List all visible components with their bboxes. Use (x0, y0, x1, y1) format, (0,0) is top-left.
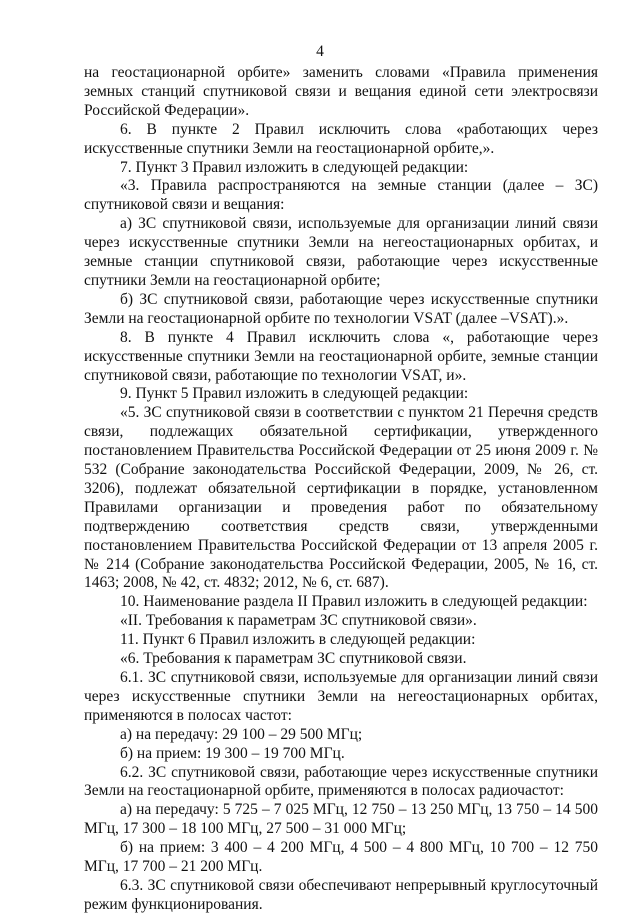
paragraph: а) на передачу: 5 725 – 7 025 МГц, 12 750 – 13 250 МГц, 13 750 – 14 500 МГц, 17 300 – 18 100 МГц, 27 500 – 31 000 МГц; (84, 801, 598, 838)
paragraph: 7. Пункт 3 Правил изложить в следующей редакции: (120, 158, 469, 176)
paragraph: 8. В пункте 4 Правил исключить слова «, работающие через искусственные спутники Земли на геостационарной орбите, земные станции спутниковой связи, работающие по технологии VSAT, и». (84, 328, 598, 384)
paragraph: «3. Правила распространяются на земные станции (далее – ЗС) спутниковой связи и вещания: (84, 177, 598, 214)
paragraph: 9. Пункт 5 Правил изложить в следующей редакции: (120, 385, 469, 403)
paragraph: 11. Пункт 6 Правил изложить в следующей редакции: (120, 631, 476, 649)
paragraph: 6.2. ЗС спутниковой связи, работающие через искусственные спутники Земли на геостационарной орбите, применяются в полосах радиочастот: (84, 763, 598, 800)
page-number: 4 (316, 43, 324, 60)
paragraph: а) ЗС спутниковой связи, используемые для организации линий связи через искусственные спутники Земли на негеостационарных орбитах, и земные станции спутниковой связи, работающие через искусственные спутники Земли на геостационарной орбите; (84, 215, 598, 289)
paragraph: «6. Требования к параметрам ЗС спутниковой связи. (120, 650, 467, 668)
paragraph: 6. В пункте 2 Правил исключить слова «работающих через искусственные спутники Земли на геостационарной орбите,». (84, 120, 598, 157)
paragraph: 6.1. ЗС спутниковой связи, используемые для организации линий связи через искусственные спутники Земли на негеостационарных орбитах, применяются в полосах частот: (84, 669, 598, 724)
paragraph: «II. Требования к параметрам ЗС спутниковой связи». (120, 612, 477, 630)
document-body (84, 64, 598, 915)
paragraph: «5. ЗС спутниковой связи в соответствии с пунктом 21 Перечня средств связи, подлежащих обязательной сертификации, утвержденного постановлением Правительства Российской Федерации от 25 июня 2009 г. № 532 (Собрание законодательства Российской Федерации, 2009, № 26, ст. 3206), подлежат обязательной сертификации в порядке, установленном Правилами организации и проведения работ по обязательному подтверждению соответствия средств связи, утвержденными постановлением Правительства Российской Федерации от 13 апреля 2005 г. № 214 (Собрание законодательства Российской Федерации, 2005, № 16, ст. 1463; 2008, № 42, ст. 4832; 2012, № 6, ст. 687). (84, 404, 598, 592)
paragraph: 10. Наименование раздела II Правил изложить в следующей редакции: (120, 593, 588, 611)
paragraph: 6.3. ЗС спутниковой связи обеспечивают непрерывный круглосуточный режим функционирования. (84, 876, 598, 913)
paragraph: на геостационарной орбите» заменить словами «Правила применения земных станций спутниковой связи и вещания единой сети электросвязи Российской Федерации». (84, 64, 598, 119)
paragraph: б) ЗС спутниковой связи, работающие через искусственные спутники Земли на геостационарной орбите по технологии VSAT (далее –VSAT).». (84, 290, 598, 327)
paragraph: а) на передачу: 29 100 – 29 500 МГц; (120, 725, 363, 743)
paragraph: б) на прием: 3 400 – 4 200 МГц, 4 500 – 4 800 МГц, 10 700 – 12 750 МГц, 17 700 – 21 200 МГц. (84, 839, 598, 876)
paragraph: б) на прием: 19 300 – 19 700 МГц. (120, 744, 345, 762)
